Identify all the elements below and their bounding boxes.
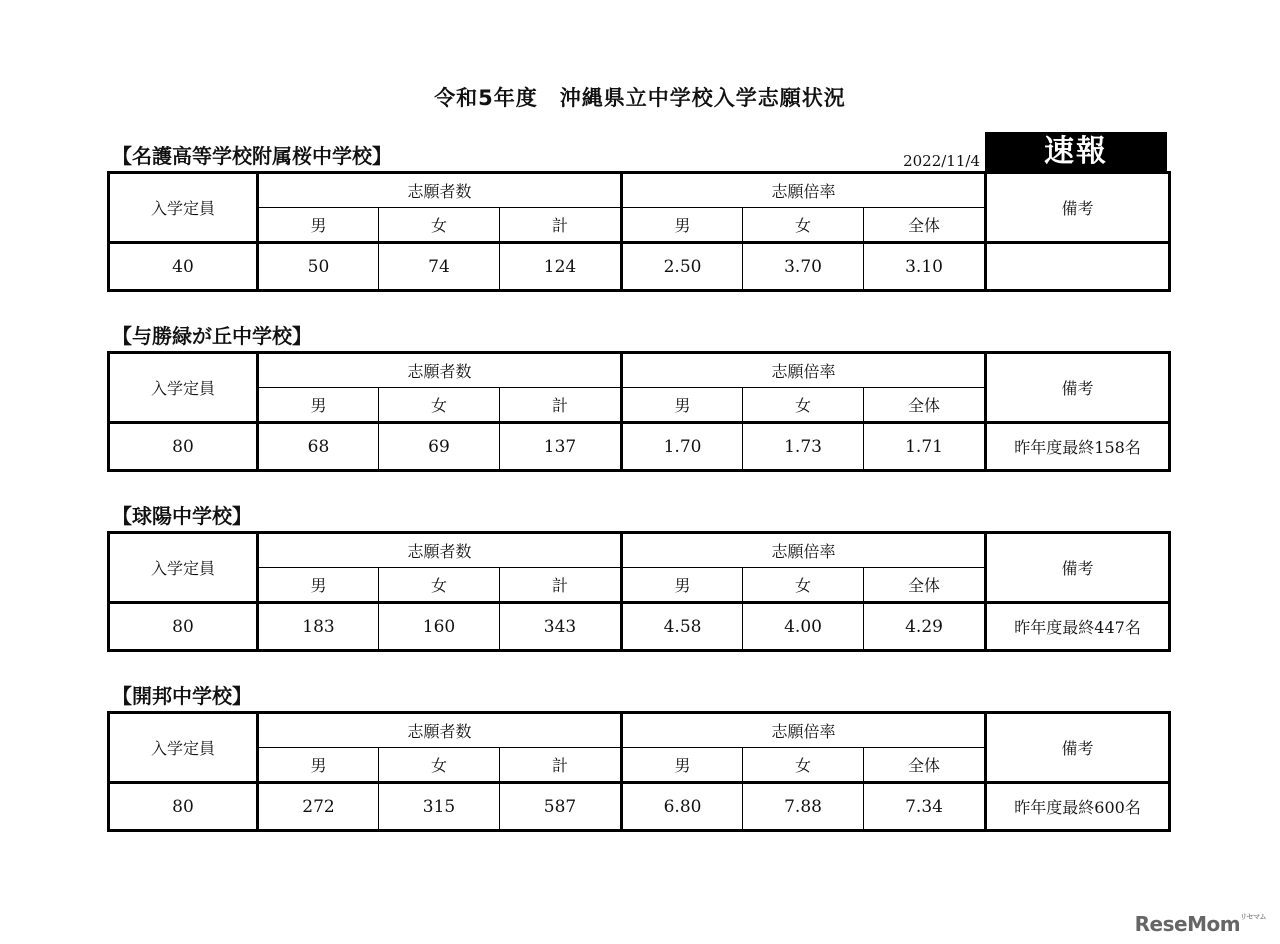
total-header: 計: [500, 568, 622, 603]
female-header: 女: [379, 748, 500, 783]
report-date: 2022/11/4: [903, 152, 980, 170]
ratio-overall: 1.71: [864, 423, 986, 471]
ratio-header: 志願倍率: [622, 173, 986, 208]
school-name: 【与勝緑が丘中学校】: [112, 324, 312, 348]
female-header: 女: [743, 568, 864, 603]
male-header: 男: [622, 568, 743, 603]
school-name: 【球陽中学校】: [112, 504, 252, 528]
female-header: 女: [743, 388, 864, 423]
applicants-female: 315: [379, 783, 500, 831]
capacity-value: 80: [109, 783, 258, 831]
school-name: 【名護高等学校附属桜中学校】: [112, 144, 392, 168]
ratio-overall: 4.29: [864, 603, 986, 651]
remarks-header: 備考: [986, 353, 1170, 423]
ratio-header: 志願倍率: [622, 533, 986, 568]
male-header: 男: [622, 208, 743, 243]
male-header: 男: [258, 208, 379, 243]
remarks-value: 昨年度最終600名: [986, 783, 1170, 831]
ratio-female: 4.00: [743, 603, 864, 651]
ratio-female: 7.88: [743, 783, 864, 831]
capacity-value: 80: [109, 603, 258, 651]
ratio-female: 1.73: [743, 423, 864, 471]
applicants-header: 志願者数: [258, 533, 622, 568]
applicants-total: 137: [500, 423, 622, 471]
capacity-header: 入学定員: [109, 713, 258, 783]
applicants-male: 68: [258, 423, 379, 471]
male-header: 男: [258, 388, 379, 423]
resemom-logo: [1135, 912, 1266, 936]
overall-header: 全体: [864, 208, 986, 243]
capacity-value: 40: [109, 243, 258, 291]
male-header: 男: [258, 748, 379, 783]
ratio-male: 1.70: [622, 423, 743, 471]
remarks-value: 昨年度最終447名: [986, 603, 1170, 651]
capacity-header: 入学定員: [109, 353, 258, 423]
capacity-value: 80: [109, 423, 258, 471]
applicants-total: 343: [500, 603, 622, 651]
ratio-header: 志願倍率: [622, 713, 986, 748]
overall-header: 全体: [864, 388, 986, 423]
capacity-header: 入学定員: [109, 173, 258, 243]
male-header: 男: [258, 568, 379, 603]
logo-mark: リセマム: [1240, 913, 1266, 921]
applicants-female: 69: [379, 423, 500, 471]
ratio-male: 6.80: [622, 783, 743, 831]
female-header: 女: [379, 388, 500, 423]
female-header: 女: [379, 568, 500, 603]
applicants-female: 160: [379, 603, 500, 651]
applicants-male: 50: [258, 243, 379, 291]
ratio-male: 2.50: [622, 243, 743, 291]
applicants-female: 74: [379, 243, 500, 291]
ratio-header: 志願倍率: [622, 353, 986, 388]
total-header: 計: [500, 748, 622, 783]
ratio-overall: 7.34: [864, 783, 986, 831]
female-header: 女: [743, 748, 864, 783]
applicants-header: 志願者数: [258, 353, 622, 388]
ratio-overall: 3.10: [864, 243, 986, 291]
overall-header: 全体: [864, 748, 986, 783]
flash-report-badge: 速報: [985, 132, 1167, 172]
remarks-value: 昨年度最終158名: [986, 423, 1170, 471]
female-header: 女: [379, 208, 500, 243]
applicants-header: 志願者数: [258, 173, 622, 208]
male-header: 男: [622, 388, 743, 423]
ratio-female: 3.70: [743, 243, 864, 291]
remarks-value: [986, 243, 1170, 291]
male-header: 男: [622, 748, 743, 783]
applicants-male: 183: [258, 603, 379, 651]
remarks-header: 備考: [986, 533, 1170, 603]
total-header: 計: [500, 208, 622, 243]
school-table: [107, 531, 1171, 652]
school-table: [107, 171, 1171, 292]
total-header: 計: [500, 388, 622, 423]
logo-text: ReseMom: [1134, 912, 1241, 936]
school-table: [107, 711, 1171, 832]
applicants-header: 志願者数: [258, 713, 622, 748]
overall-header: 全体: [864, 568, 986, 603]
school-name: 【開邦中学校】: [112, 684, 252, 708]
applicants-total: 124: [500, 243, 622, 291]
page-title: 令和5年度 沖縄県立中学校入学志願状況: [434, 86, 846, 110]
remarks-header: 備考: [986, 713, 1170, 783]
capacity-header: 入学定員: [109, 533, 258, 603]
school-table: [107, 351, 1171, 472]
remarks-header: 備考: [986, 173, 1170, 243]
applicants-male: 272: [258, 783, 379, 831]
ratio-male: 4.58: [622, 603, 743, 651]
applicants-total: 587: [500, 783, 622, 831]
female-header: 女: [743, 208, 864, 243]
